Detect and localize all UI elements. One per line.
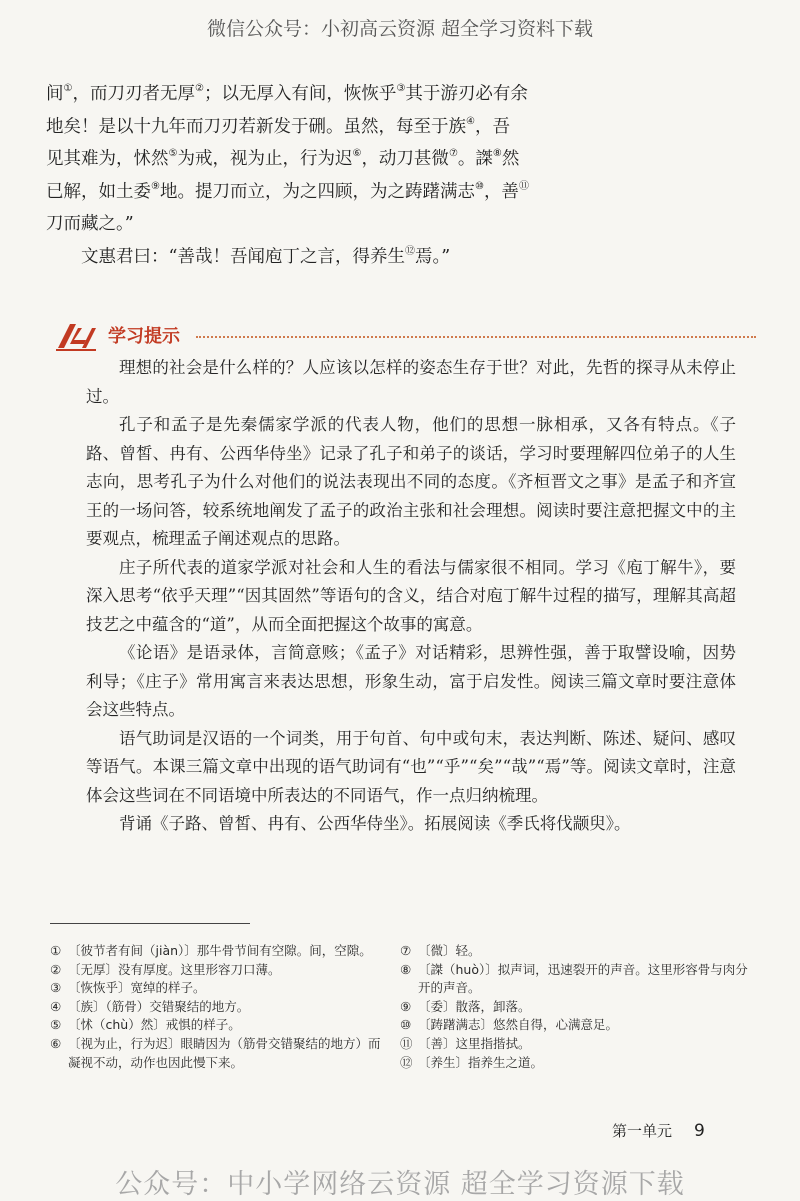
footnote-text: 〔无厚〕没有厚度。这里形容刀口薄。 [68,961,281,977]
text-segment: 已解，如土委 [46,181,151,202]
note-marker: ① [63,83,73,94]
text-segment: 刀而藏之。” [46,214,134,234]
footnote-number: ⑫ [400,1054,413,1070]
footnote [400,942,755,961]
footnote-text: 〔彼节者有间（jiàn）〕那牛骨节间有空隙。间，空隙。 [68,943,372,958]
footnote [50,1035,385,1072]
text-lines [46,78,752,241]
footnote-text: 〔视为止，行为迟〕眼睛因为（筋骨交错聚结的地方）而凝视不动，动作也因此慢下来。 [68,1035,381,1070]
footnotes-left [50,942,385,1072]
text-segment: 间 [46,84,64,104]
footnote [400,961,755,998]
footnote-number: ⑥ [50,1035,62,1051]
footnotes-right [400,942,755,1072]
tip-paragraph: 语气助词是汉语的一个词类，用于句首、句中或句末，表达判断、陈述、疑问、感叹等语气。本课三篇文章中出现的语气助词有“也”“乎”“矣”“哉”“焉”等。阅读文章时，注意体会这些词在不同语境中所表达的不同语气，作一点归纳梳理。 [86,728,736,805]
note-marker: ⑪ [518,180,529,192]
footnote-number: ① [50,943,62,958]
footnote-number: ⑨ [400,998,412,1014]
footnote [50,961,385,980]
footnote [400,998,755,1017]
tip-paragraph: 《论语》是语录体，言简意赅；《孟子》对话精彩，思辨性强，善于取譬设喻，因势利导；《庄子》常用寓言来表达思想，形象生动，富于启发性。阅读三篇文章时要注意体会这些特点。 [86,643,736,719]
text-segment: 地矣！是以十九年而刀刃若新发于硎。虽然，每至于族 [46,116,466,137]
text-line [46,176,752,209]
text-segment: ，吾 [474,116,510,137]
footnote-text: 〔养生〕指养生之道。 [418,1054,544,1070]
footnote-number: ⑪ [400,1035,413,1051]
footnote-number: ⑦ [400,943,412,958]
footnote-text: 〔踌躇满志〕悠然自得，心满意足。 [418,1017,619,1033]
text-line [46,208,752,241]
text-line [46,78,752,111]
page-footer [612,1120,705,1141]
bottom-watermark: 公众号：中小学网络云资源 超全学习资源下载 [115,1169,685,1200]
tip-paragraph: 庄子所代表的道家学派对社会和人生的看法与儒家很不相同。学习《庖丁解牛》，要深入思考“依乎天理”“因其固然”等语句的含义，结合对庖丁解牛过程的描写，理解其高超技艺之中蕴含的“道”，从而全面把握这个故事的寓意。 [86,557,736,634]
quote-line [46,241,752,274]
note-marker: ⑩ [474,180,484,192]
footnote-number: ② [50,961,62,977]
footnote [400,1016,755,1035]
main-text [46,78,752,273]
section-header [56,318,756,352]
text-segment: 然 [501,149,520,169]
text-segment: ，而刀刃者无厚 [72,84,195,104]
text-line [46,143,752,176]
tip-paragraph: 理想的社会是什么样的？人应该以怎样的姿态生存于世？对此，先哲的探寻从未停止过。 [86,358,736,406]
footnote-text: 〔怵（chù）然〕戒惧的样子。 [68,1017,241,1033]
text-segment: 地。提刀而立，为之四顾，为之踌躇满志 [159,181,475,202]
note-marker: ② [194,83,204,94]
unit-label: 第一单元 [612,1122,673,1140]
footnote [50,979,385,998]
footnote-number: ④ [50,998,62,1014]
note-marker: ⑤ [168,148,178,159]
footnote-number: ⑧ [400,961,412,977]
footnote-number: ⑩ [400,1017,412,1033]
text-segment: 文惠君曰：“善哉！吾闻庖丁之言，得养生 [81,246,405,267]
footnote-text: 〔族〕（筋骨）交错聚结的地方。 [68,998,250,1014]
note-marker: ④ [466,115,475,127]
note-marker: ⑨ [151,180,160,192]
text-segment: 。謋 [457,149,493,169]
page-number: 9 [694,1121,705,1141]
note-marker: ⑥ [352,148,362,159]
footnote-text: 〔微〕轻。 [418,943,481,958]
footnote-text: 〔謋（huò）〕拟声词，迅速裂开的声音。这里形容骨与肉分开的声音。 [418,961,748,996]
text-segment: ，善 [483,181,519,202]
note-marker: ③ [396,83,406,94]
note-marker: ⑫ [404,245,415,257]
note-marker: ⑦ [448,148,458,159]
footnote [400,1054,755,1073]
footnote-text: 〔善〕这里指揩拭。 [418,1035,531,1051]
text-line [46,111,752,144]
text-segment: ，动刀甚微 [361,149,449,169]
footnote [400,1035,755,1054]
footnote-number: ⑤ [50,1017,62,1033]
tip-paragraph: 孔子和孟子是先秦儒家学派的代表人物，他们的思想一脉相承，又各有特点。《子路、曾皙、冉有、公西华侍坐》记录了孔子和弟子的谈话，学习时要理解四位弟子的人生志向，思考孔子为什么对他们的说法表现出不同的态度。《齐桓晋文之事》是孟子和齐宣王的一场问答，较系统地阐发了孟子的政治主张和社会理想。阅读时要注意把握文中的主要观点，梳理孟子阐述观点的思路。 [86,415,736,548]
tip-paragraph: 背诵《子路、曾皙、冉有、公西华侍坐》。拓展阅读《季氏将伐颛臾》。 [119,814,631,833]
text-segment: 焉。” [414,246,451,267]
note-marker: ⑧ [492,148,502,159]
footnote-text: 〔恢恢乎〕宽绰的样子。 [68,980,206,996]
text-segment: 其于游刃必有余 [405,84,528,104]
footnote [50,942,385,961]
text-segment: 见其难为，怵然 [46,149,169,169]
text-segment: ；以无厚入有间，恢恢乎 [203,84,397,104]
footnote-number: ③ [50,980,62,996]
section-logo-icon [56,318,98,352]
footnote-rule [50,923,250,924]
footnote [50,1016,385,1035]
study-tips [86,354,736,839]
top-watermark: 微信公众号：小初高云资源 超全学习资料下载 [206,18,594,40]
footnote [50,998,385,1017]
footnote-text: 〔委〕散落，卸落。 [418,998,531,1014]
section-title: 学习提示 [108,326,180,347]
text-segment: 为戒，视为止，行为迟 [177,149,353,169]
section-dotted-rule [196,336,756,338]
